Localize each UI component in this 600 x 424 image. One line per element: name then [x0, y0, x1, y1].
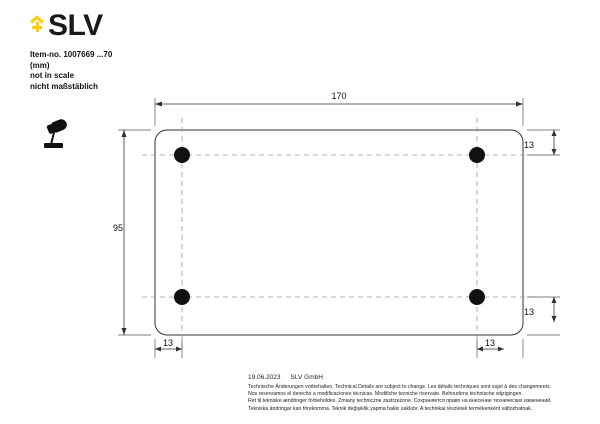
plate-outline	[155, 130, 523, 335]
legal-line-4: Tekniska ändringar kan förekomma. Teknik değişiklik yapma hakkı saklıdır. A technikai részletek termékenként változhatnak.	[248, 405, 533, 412]
mounting-holes	[174, 147, 485, 305]
footer-date-line	[248, 374, 578, 381]
legal-line-2: Nos reservamos el derecho a modificaciones técnicas. Modifiche tecniche riservate. Behoudens technische wijzigingen.	[248, 391, 523, 398]
brand-name: SLV	[48, 9, 103, 42]
footer-legal	[248, 384, 578, 413]
dimension-lines	[122, 102, 557, 352]
footer-company: SLV GmbH	[290, 374, 323, 381]
hole-bottom-left	[174, 289, 190, 305]
item-number: Item-no. 1007669 ...70	[30, 50, 113, 59]
item-scale-en: not in scale	[30, 71, 75, 80]
item-unit: (mm)	[30, 60, 50, 70]
dim-bottom-left: 13	[162, 338, 174, 348]
dim-top-width: 170	[331, 91, 347, 101]
hole-bottom-right	[469, 289, 485, 305]
extension-lines	[118, 98, 560, 358]
legal-line-3: Ret til tekniske ændringer forbeholdes. Zmiany techniczne zastrzeżone. Сохраняется право на внесение технических изменений.	[248, 398, 552, 405]
dim-right-top: 13	[524, 140, 535, 150]
hole-top-right	[469, 147, 485, 163]
legal-line-1: Technische Änderungen vorbehalten. Technical Details are subject to change. Les détails techniques sont sujet à des changements.	[248, 384, 551, 390]
footer-date: 19.06.2023	[248, 374, 281, 381]
hole-top-left	[174, 147, 190, 163]
dim-bottom-right: 13	[484, 338, 496, 348]
footer	[248, 374, 578, 413]
dim-left-height: 95	[112, 223, 124, 233]
dim-right-bottom: 13	[524, 307, 535, 317]
item-scale-de: nicht maßstäblich	[30, 81, 99, 91]
